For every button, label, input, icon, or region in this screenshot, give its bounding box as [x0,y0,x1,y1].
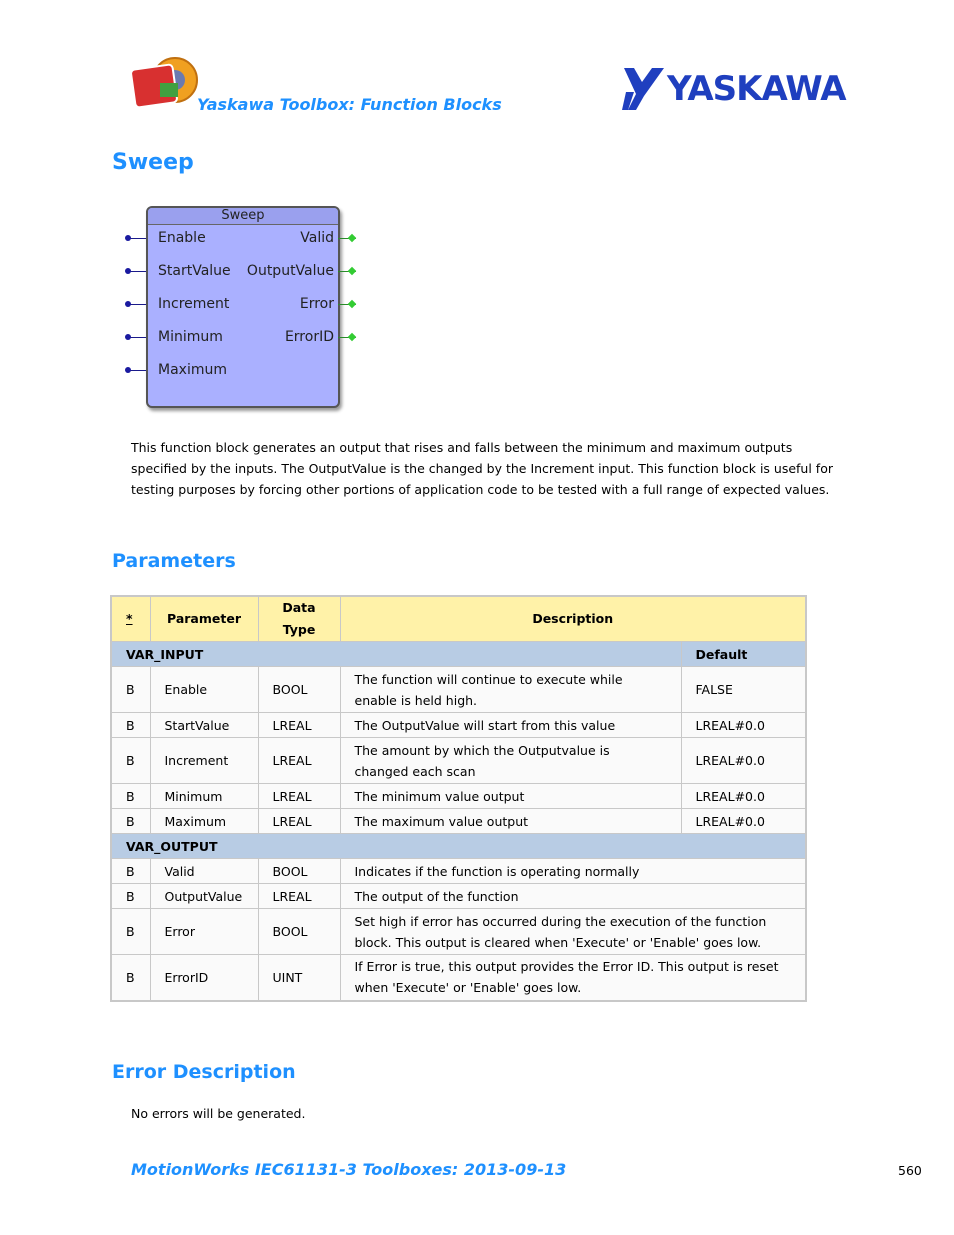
table-row [111,713,806,738]
yaskawa-logo [622,66,844,112]
error-description-heading: Error Description [112,1061,296,1083]
error-description-text: No errors will be generated. [131,1106,306,1121]
table-row [111,809,806,834]
output-pin-dot [348,300,356,308]
cell-name: OutputValue [150,884,258,909]
group-row-var-output [111,834,806,859]
table-row [111,909,806,955]
table-row [111,884,806,909]
input-pin-label: Enable [158,230,206,246]
brand-text: YASKAWA [667,69,846,109]
cell-desc: The minimum value output [340,784,681,809]
cell-desc: Indicates if the function is operating normally [340,859,806,884]
intro-paragraph: This function block generates an output that rises and falls between the minimum and maximum outputs specified by the inputs. The OutputValue is the changed by the Increment input. This function block is useful for testing purposes by forcing other portions of application code to be tested with a full range of expected values. [131,440,833,497]
cell-name: Valid [150,859,258,884]
cell-b: B [111,713,150,738]
input-pin-dot [125,367,131,373]
header-title: Yaskawa Toolbox: Function Blocks [197,95,502,114]
column-header-description: Description [340,596,806,642]
cell-default: LREAL#0.0 [681,784,806,809]
function-block-name: Sweep [148,208,338,225]
cell-b: B [111,859,150,884]
function-block-diagram [118,200,368,412]
var-input-label: VAR_INPUT [111,642,681,667]
footer-text: MotionWorks IEC61131-3 Toolboxes: 2013-09-13 [131,1160,567,1179]
cell-name: Error [150,909,258,955]
output-pin-label: OutputValue [246,263,334,279]
output-pin-label: ErrorID [284,329,334,345]
cell-desc: The amount by which the Outputvalue is changed each scan [340,738,681,784]
cell-type: LREAL [258,784,340,809]
cell-default: LREAL#0.0 [681,809,806,834]
table-row [111,667,806,713]
cell-name: Enable [150,667,258,713]
cell-type: LREAL [258,884,340,909]
cell-b: B [111,809,150,834]
cell-type: LREAL [258,713,340,738]
cell-desc: The function will continue to execute while enable is held high. [340,667,681,713]
table-row [111,955,806,1001]
cell-type: BOOL [258,859,340,884]
input-pin-dot [125,334,131,340]
cell-name: Increment [150,738,258,784]
cell-b: B [111,909,150,955]
input-pin-dot [125,268,131,274]
output-pin-dot [348,267,356,275]
table-header-row [111,596,806,642]
page-title: Sweep [112,150,194,175]
input-pin-dot [125,235,131,241]
cell-name: Maximum [150,809,258,834]
cell-b: B [111,667,150,713]
table-row [111,859,806,884]
input-pin-label: Increment [158,296,230,312]
column-header-default: Default [681,642,806,667]
group-row-var-input [111,642,806,667]
cell-b: B [111,738,150,784]
page-number: 560 [898,1163,922,1178]
output-pin-label: Error [299,296,334,312]
cell-desc: Set high if error has occurred during the execution of the function block. This output is cleared when 'Execute' or 'Enable' goes low. [340,909,806,955]
cell-default: LREAL#0.0 [681,738,806,784]
table-row [111,738,806,784]
output-pin-dot [348,333,356,341]
cell-type: UINT [258,955,340,1001]
table-row [111,784,806,809]
cell-b: B [111,784,150,809]
cell-name: ErrorID [150,955,258,1001]
cell-type: LREAL [258,738,340,784]
output-pin-dot [348,234,356,242]
cell-b: B [111,955,150,1001]
input-pin-label: Minimum [158,329,223,345]
cell-default: FALSE [681,667,806,713]
toolbox-logo [130,55,200,110]
function-block-box [146,206,340,408]
cell-type: BOOL [258,667,340,713]
input-pin-label: StartValue [158,263,231,279]
cell-b: B [111,884,150,909]
cell-desc: The output of the function [340,884,806,909]
cell-desc: If Error is true, this output provides the Error ID. This output is reset when 'Execute' or 'Enable' goes low. [340,955,806,1001]
cell-type: BOOL [258,909,340,955]
column-header-data-type: Data Type [258,596,340,642]
cell-name: Minimum [150,784,258,809]
parameters-heading: Parameters [112,550,236,572]
input-pin-dot [125,301,131,307]
parameters-table [110,595,807,1002]
column-header-star: * [126,611,133,626]
cell-desc: The maximum value output [340,809,681,834]
cell-name: StartValue [150,713,258,738]
cell-default: LREAL#0.0 [681,713,806,738]
column-header-parameter: Parameter [150,596,258,642]
input-pin-label: Maximum [158,362,227,378]
cell-desc: The OutputValue will start from this value [340,713,681,738]
output-pin-label: Valid [300,230,334,246]
cell-type: LREAL [258,809,340,834]
var-output-label: VAR_OUTPUT [111,834,806,859]
